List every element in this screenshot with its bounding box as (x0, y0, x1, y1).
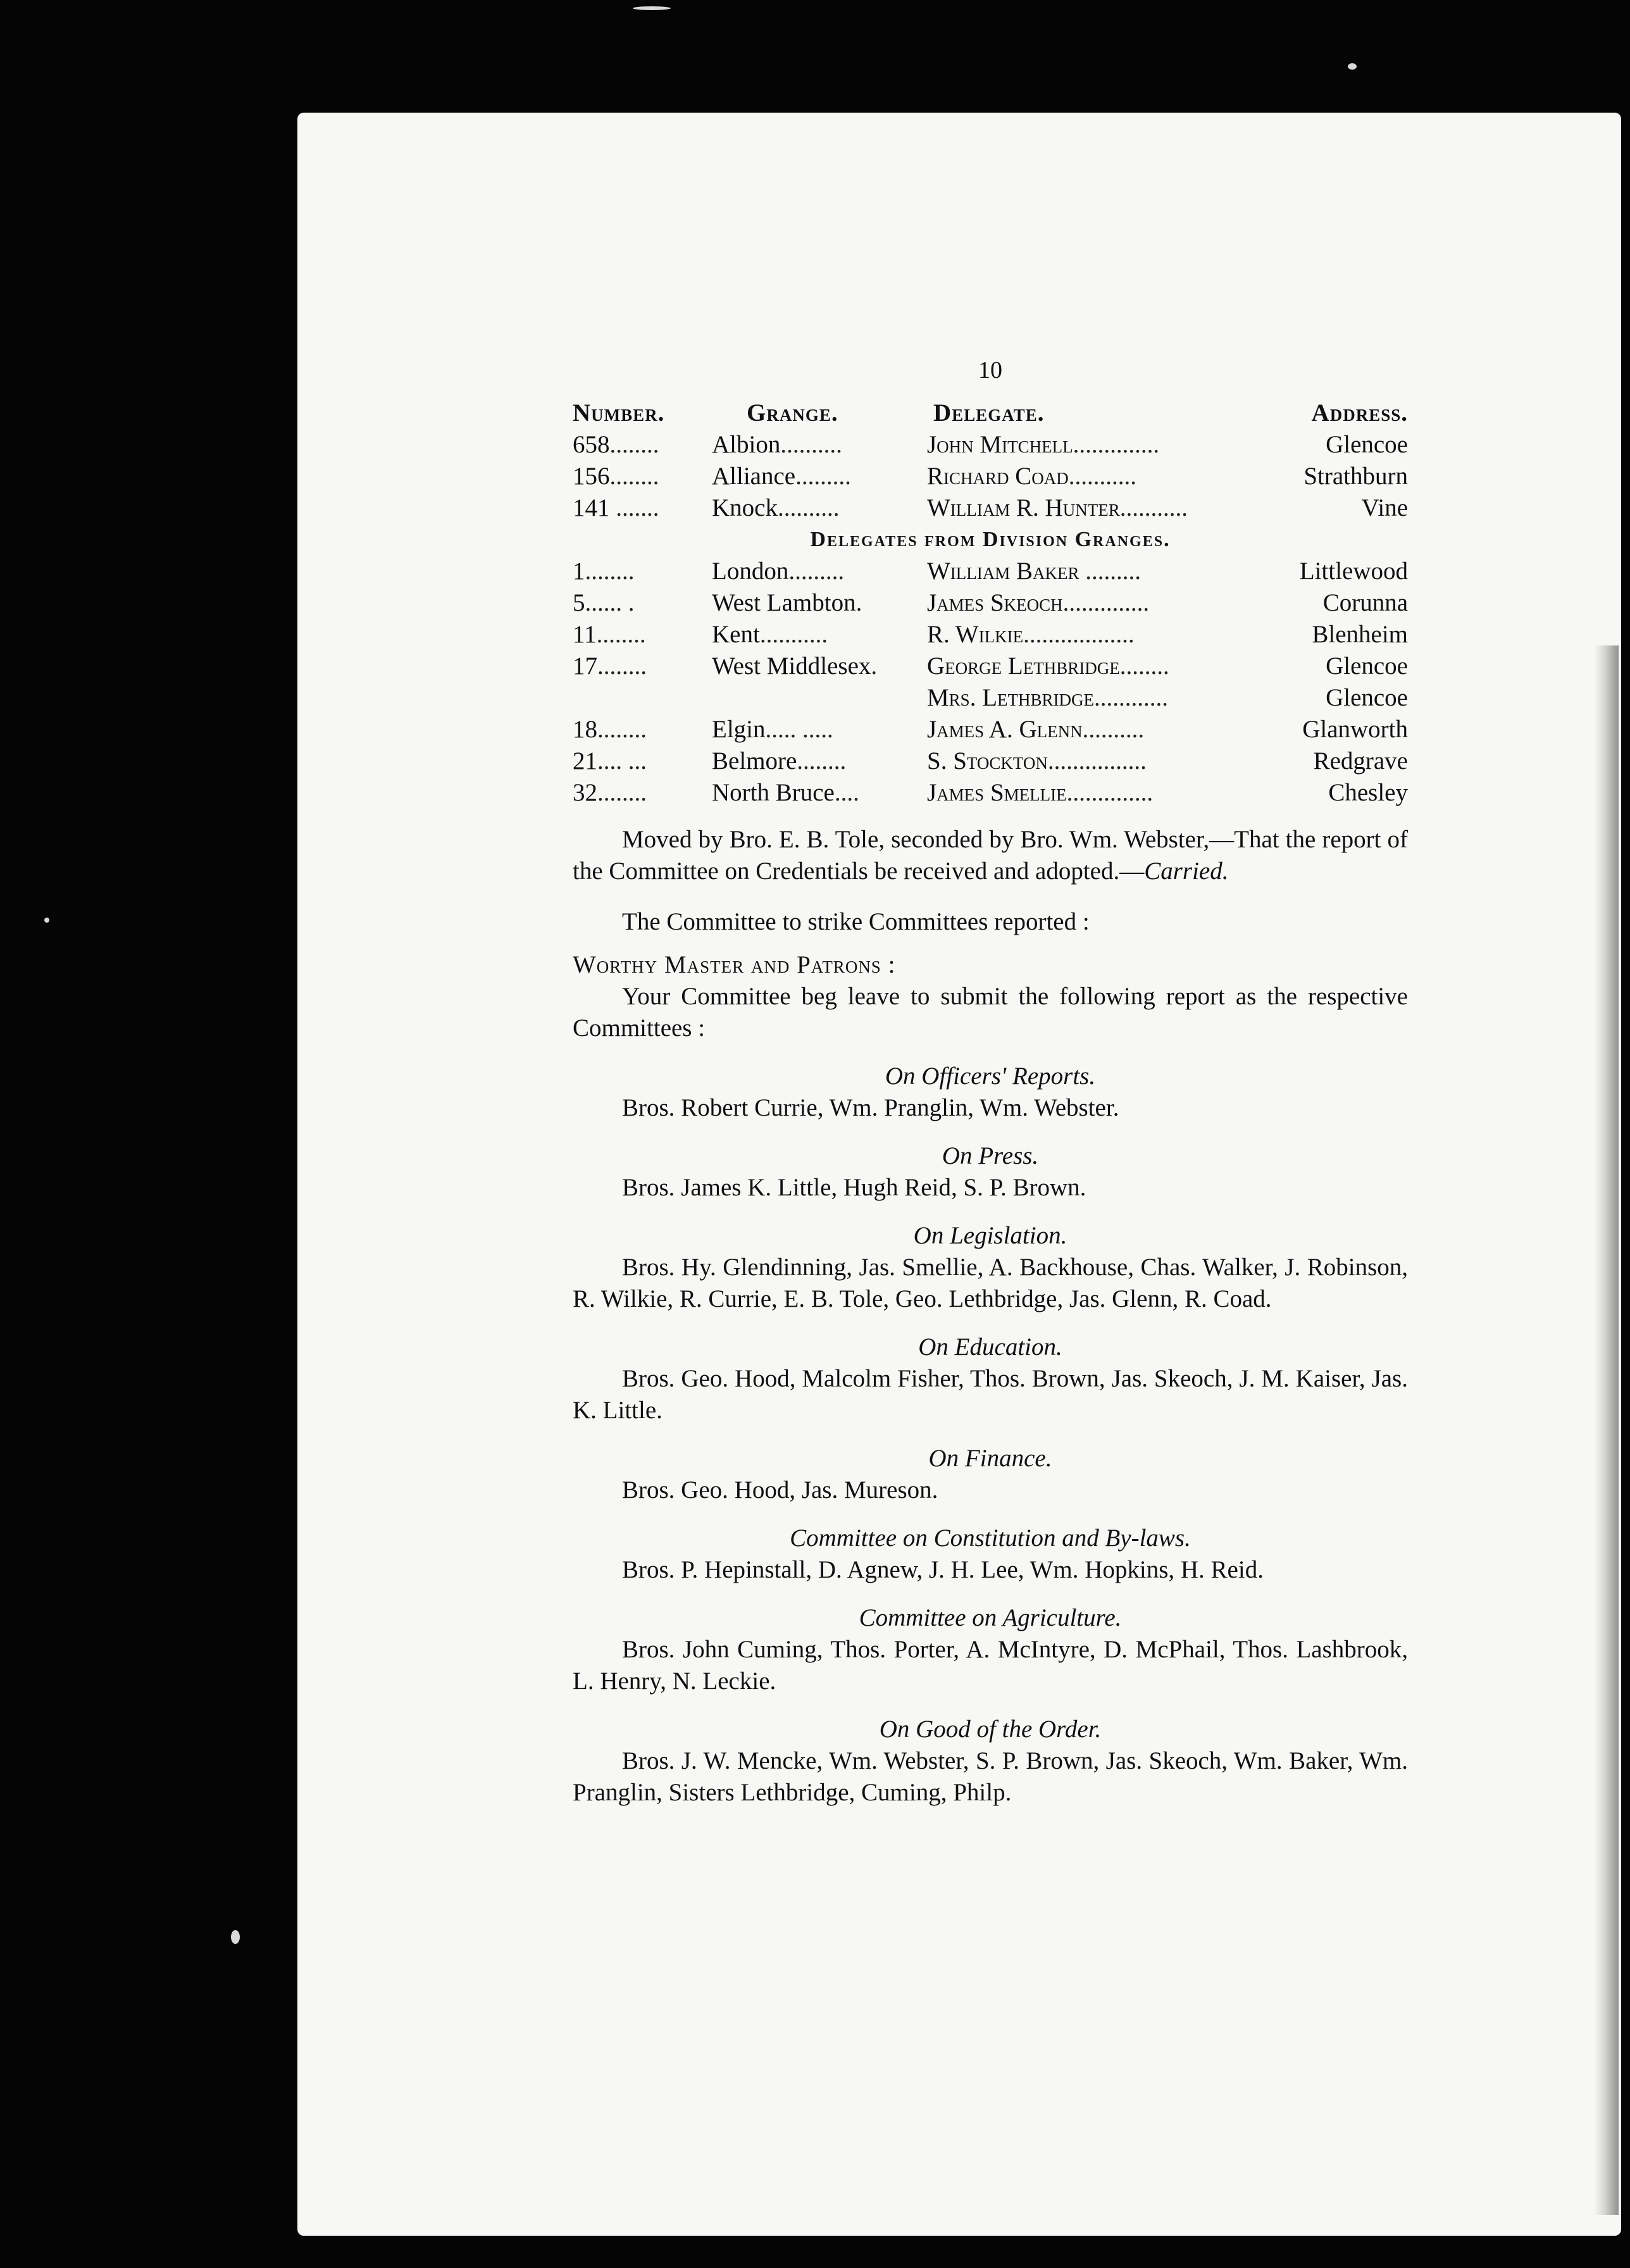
committee-title: Committee on Agriculture. (859, 1604, 1122, 1631)
table-header (573, 397, 1408, 429)
committee-members: Bros. J. W. Mencke, Wm. Webster, S. P. Brown, Jas. Skeoch, Wm. Baker, Wm. Pranglin, Sisters Lethbridge, Cuming, Philp. (573, 1747, 1408, 1806)
row-address: Glencoe (1326, 684, 1408, 711)
table-row (573, 619, 1408, 651)
table-row (573, 745, 1408, 777)
page-edge-shadow (1595, 645, 1619, 2215)
table-row (573, 682, 1408, 714)
delegate-rows (573, 429, 1408, 524)
salutation: Worthy Master and Patrons : (573, 951, 896, 978)
row-delegate-leader: .............. (1062, 589, 1150, 616)
row-grange-leader: . (871, 652, 878, 680)
row-address: Vine (1361, 494, 1408, 521)
row-grange-leader: .... (834, 779, 859, 806)
row-delegate (927, 745, 1147, 777)
row-number-leader: ........ (609, 431, 659, 458)
row-grange-leader: .......... (780, 431, 842, 458)
row-grange (712, 777, 859, 809)
row-grange (712, 619, 828, 651)
row-delegate-leader: ......... (1079, 558, 1142, 585)
row-delegate-leader: .............. (1066, 779, 1154, 806)
row-number-leader: ........ (596, 621, 646, 648)
row-number-value: 156 (573, 463, 610, 490)
row-delegate (927, 619, 1135, 651)
header-address: Address. (1311, 399, 1408, 427)
committee-report-intro: The Committee to strike Committees reported : (622, 908, 1090, 935)
row-grange (712, 587, 862, 619)
row-delegate-value: James Smellie (927, 779, 1067, 806)
division-heading: Delegates from Division Granges. (810, 528, 1171, 551)
row-number-leader: ........ (609, 463, 659, 490)
row-delegate (927, 556, 1141, 587)
row-grange-leader: .......... (777, 494, 840, 521)
row-grange (712, 714, 833, 745)
row-address: Glencoe (1326, 431, 1408, 458)
row-number (573, 587, 635, 619)
scan-speck (231, 1930, 240, 1944)
row-number-value: 658 (573, 431, 610, 458)
row-delegate-value: James A. Glenn (927, 716, 1083, 743)
row-number (573, 556, 635, 587)
table-row (573, 556, 1408, 587)
row-number-value: 1 (573, 558, 585, 585)
table-row (573, 461, 1408, 492)
row-number-value: 18 (573, 716, 597, 743)
row-number (573, 429, 659, 461)
row-delegate-leader: .............. (1073, 431, 1160, 458)
row-address: Glanworth (1302, 716, 1408, 743)
row-grange-value: West Lambton (712, 589, 856, 616)
row-grange-value: Belmore (712, 747, 797, 775)
row-grange-value: London (712, 558, 789, 585)
row-grange (712, 745, 846, 777)
row-delegate-value: William Baker (927, 558, 1079, 585)
row-delegate-value: John Mitchell (927, 431, 1073, 458)
row-number (573, 714, 647, 745)
row-grange-leader: ......... (795, 463, 851, 490)
row-grange-value: Alliance (712, 463, 796, 490)
row-address: Glencoe (1326, 652, 1408, 680)
row-grange-value: Knock (712, 494, 778, 521)
row-delegate-leader: ........ (1119, 652, 1169, 680)
row-delegate-value: William R. Hunter (927, 494, 1120, 521)
row-number (573, 619, 646, 651)
row-grange (712, 556, 844, 587)
motion-paragraph (573, 824, 1408, 887)
row-address: Littlewood (1299, 558, 1408, 585)
row-grange (712, 429, 842, 461)
row-delegate-leader: .................. (1023, 621, 1135, 648)
row-delegate-value: S. Stockton (927, 747, 1048, 775)
page-number: 10 (978, 357, 1002, 383)
row-address: Corunna (1322, 589, 1408, 616)
row-number-value: 11 (573, 621, 597, 648)
committee-title: On Officers' Reports. (885, 1062, 1096, 1090)
committee-members: Bros. Hy. Glendinning, Jas. Smellie, A. Backhouse, Chas. Walker, J. Robinson, R. Wilkie, R. Currie, E. B. Tole, Geo. Lethbridge, Jas. Glenn, R. Coad. (573, 1254, 1408, 1312)
row-address: Strathburn (1303, 463, 1408, 490)
row-number-leader: ........ (597, 779, 647, 806)
header-delegate: Delegate. (933, 399, 1045, 427)
header-grange: Grange. (747, 399, 838, 427)
row-delegate-value: Richard Coad (927, 463, 1069, 490)
scan-speck (1348, 63, 1357, 70)
motion-result: Carried. (1144, 857, 1229, 885)
row-delegate-value: R. Wilkie (927, 621, 1024, 648)
row-grange-leader: ..... ..... (765, 716, 833, 743)
row-number (573, 461, 659, 492)
row-address: Blenheim (1312, 621, 1408, 648)
row-number (573, 492, 659, 524)
row-delegate-value: George Lethbridge (927, 652, 1120, 680)
row-delegate-leader: ........... (1068, 463, 1137, 490)
row-number-leader: ....... (609, 494, 659, 521)
committee-title: On Legislation. (913, 1222, 1067, 1249)
row-number-value: 141 (573, 494, 610, 521)
scan-speck (633, 6, 671, 10)
row-grange-value: West Middlesex (712, 652, 871, 680)
row-delegate (927, 429, 1159, 461)
header-number: Number. (573, 399, 665, 427)
row-number-leader: ........ (585, 558, 635, 585)
row-grange-value: Kent (712, 621, 760, 648)
row-grange-value: Elgin (712, 716, 766, 743)
row-delegate-leader: ........... (1119, 494, 1188, 521)
table-row (573, 714, 1408, 745)
report-text: Your Committee beg leave to submit the following report as the respective Committees : (573, 983, 1408, 1042)
committee-title: On Education. (918, 1333, 1062, 1361)
committee-title: On Press. (942, 1142, 1039, 1169)
row-grange (712, 492, 839, 524)
row-delegate (927, 651, 1169, 682)
committee-members: Bros. Robert Currie, Wm. Pranglin, Wm. Webster. (622, 1094, 1119, 1121)
row-address: Redgrave (1313, 747, 1408, 775)
row-delegate (927, 777, 1153, 809)
page-content (573, 354, 1408, 1809)
row-number (573, 745, 647, 777)
row-delegate-value: James Skeoch (927, 589, 1063, 616)
row-grange-leader: ......... (788, 558, 845, 585)
row-grange-leader: ........ (797, 747, 847, 775)
committee-members: Bros. Geo. Hood, Jas. Mureson. (622, 1476, 938, 1504)
table-row (573, 777, 1408, 809)
row-address: Chesley (1328, 779, 1408, 806)
row-grange-value: North Bruce (712, 779, 835, 806)
row-number (573, 651, 647, 682)
scan-speck (44, 918, 49, 923)
row-delegate-leader: ............ (1094, 684, 1169, 711)
committee-members: Bros. P. Hepinstall, D. Agnew, J. H. Lee, Wm. Hopkins, H. Reid. (622, 1556, 1264, 1583)
row-grange-leader: ........... (759, 621, 828, 648)
committee-title: Committee on Constitution and By-laws. (790, 1524, 1191, 1552)
motion-text: Moved by Bro. E. B. Tole, seconded by Bro. Wm. Webster,—That the report of the Committee on Credentials be received and adopted.— (573, 826, 1408, 885)
committee-title: On Good of the Order. (879, 1716, 1102, 1743)
row-number-leader: ........ (597, 652, 647, 680)
row-delegate (927, 461, 1136, 492)
row-grange (712, 461, 851, 492)
committee-members: Bros. James K. Little, Hugh Reid, S. P. Brown. (622, 1174, 1086, 1201)
row-delegate-leader: .......... (1082, 716, 1145, 743)
table-row (573, 429, 1408, 461)
row-delegate-value: Mrs. Lethbridge (927, 684, 1095, 711)
table-row (573, 492, 1408, 524)
committee-members: Bros. John Cuming, Thos. Porter, A. McIntyre, D. McPhail, Thos. Lashbrook, L. Henry, N. Leckie. (573, 1636, 1408, 1695)
row-number-leader: ........ (597, 716, 647, 743)
row-delegate (927, 682, 1168, 714)
row-number-leader: ...... . (585, 589, 635, 616)
row-number-value: 32 (573, 779, 597, 806)
row-delegate (927, 587, 1149, 619)
division-delegate-rows (573, 556, 1408, 809)
committees-list (573, 1061, 1408, 1809)
row-number-value: 21 (573, 747, 597, 775)
row-grange-value: Albion (712, 431, 781, 458)
committee-title: On Finance. (928, 1445, 1052, 1472)
row-delegate (927, 714, 1144, 745)
row-number-value: 17 (573, 652, 597, 680)
row-grange (712, 651, 877, 682)
row-grange-leader: . (855, 589, 862, 616)
row-number-value: 5 (573, 589, 585, 616)
row-number (573, 777, 647, 809)
row-delegate-leader: ................ (1047, 747, 1147, 775)
table-row (573, 651, 1408, 682)
table-row (573, 587, 1408, 619)
row-delegate (927, 492, 1188, 524)
committee-members: Bros. Geo. Hood, Malcolm Fisher, Thos. Brown, Jas. Skeoch, J. M. Kaiser, Jas. K. Little. (573, 1365, 1408, 1424)
row-number-leader: .... ... (597, 747, 647, 775)
